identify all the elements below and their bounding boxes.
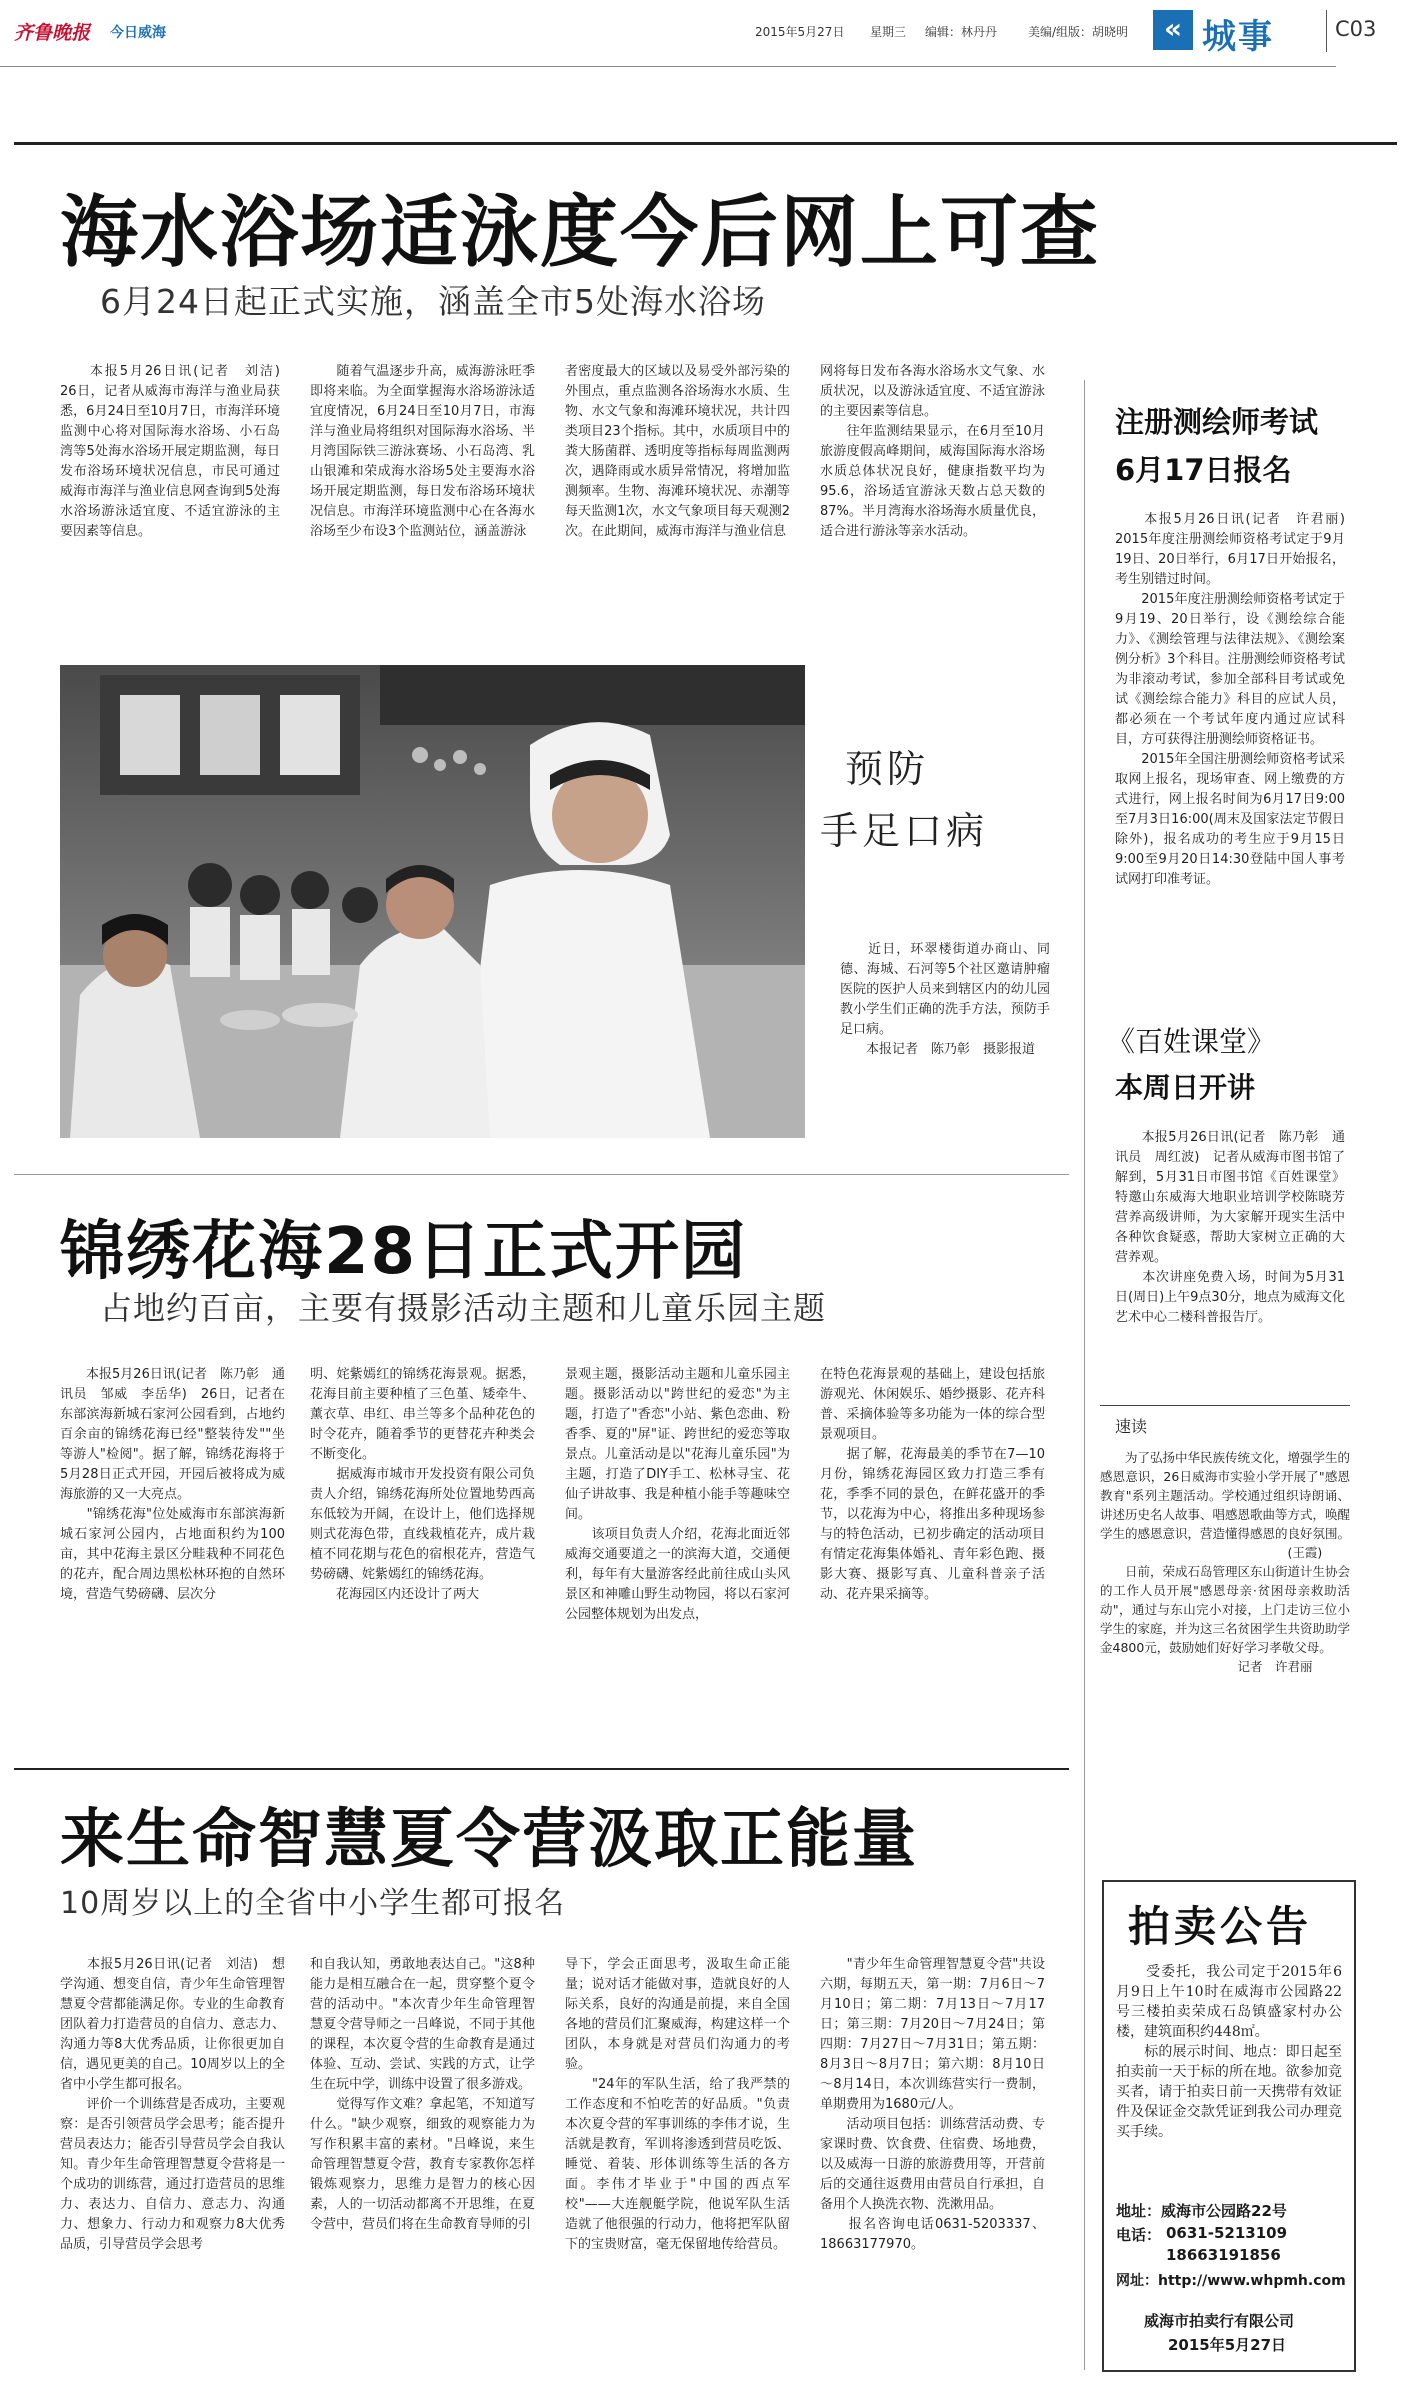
lecture-body: 本报5月26日讯(记者 陈乃彰 通讯员 周红波) 记者从威海市图书馆了解到，5月31日市图书馆《百姓课堂》特邀山东威海大地职业培训学校陈晓芳营养高级讲师，为大家解开现实生活中各种饮食疑惑，帮助大家树立正确的大营养观。 本次讲座免费入场，时间为5月31日(周日)上午9点30分，地点为威海文化艺术中心二楼科普报告厅。 — [1115, 1130, 1345, 1325]
photo-caption: 近日，环翠楼街道办商山、同德、海城、石河等5个社区邀请肿瘤医院的医护人员来到辖区内的幼儿园教小学生们正确的洗手方法，预防手足口病。 本报记者 陈乃彰 摄影报道 — [840, 942, 1050, 1057]
section-name: 城事 — [1202, 17, 1274, 57]
page-header — [0, 0, 1409, 80]
article3-headline: 来生命智慧夏令营汲取正能量 — [60, 1803, 918, 1877]
brief-top-rule — [1100, 1405, 1350, 1406]
article1-headline: 海水浴场适泳度今后网上可查 — [60, 188, 1101, 278]
article2-col2: 明、姹紫嫣红的锦绣花海景观。据悉，花海目前主要种植了三色堇、矮牵牛、薰衣草、串红、串兰等多个品种花色的时令花卉，随着季节的更替花卉种类会不断变化。 据威海市城市开发投资有限公司负责人介绍，锦绣花海所处位置地势西高东低较为开阔，在设计上，他们选择规则式花海色带，直线栽植花卉，成片栽植不同花期与花色的宿根花卉，营造气势磅礴、姹紫嫣红的锦绣花海。 花海园区内还设计了两大 — [310, 1367, 535, 1602]
article2-top-rule — [14, 1174, 1069, 1175]
article3-col3: 导下，学会正面思考，汲取生命正能量；说对话才能做对事，造就良好的人际关系，良好的沟通是前提，来自全国各地的营员们汇聚威海，构建这样一个团队，本身就是对营员们沟通力的考验。 "24年的军队生活，给了我严禁的工作态度和不怕吃苦的好品质。"负责本次夏令营的军事训练的李伟才说，生活就是教育，军训将渗透到营员吃饭、睡觉、着装、形体训练等生活的各方面。李伟才毕业于"中国的西点军校"——大连舰艇学院，他说军队生活造就了他很强的行动力，他将把军队留下的宝贵财富，毫无保留地传给营员。 — [565, 1957, 790, 2252]
survey-body: 本报5月26日讯(记者 许君丽) 2015年度注册测绘师资格考试定于9月19日、20日举行，6月17日开始报名，考生别错过时间。 2015年度注册测绘师资格考试定于9月19、20日举行，设《测绘综合能力》、《测绘管理与法律法规》、《测绘案例分析》3个科目。注册测绘师资格考试为非滚动考试，参加全部科目考试或免试《测绘综合能力》科目的应试人员，都必须在一个考试年度内通过应试科目，方可获得注册测绘师资格证书。 2015年全国注册测绘师资格考试采取网上报名，现场审查、网上缴费的方式进行，网上报名时间为6月17日9:00至7月3日16:00(周末及国家法定节假日除外)，报名成功的考生应于9月15日9:00至9月20日14:30登陆中国人事考试网打印准考证。 — [1115, 512, 1345, 887]
article2-col4: 在特色花海景观的基础上，建设包括旅游观光、休闲娱乐、婚纱摄影、花卉科普、采摘体验等多功能为一体的综合型景观项目。 据了解，花海最美的季节在7—10月份，锦绣花海园区致力打造三季有花，季季不同的景色，在鲜花盛开的季节，以花海为中心，将推出多种现场参与的特色活动，已初步确定的活动项目有情定花海集体婚礼、青年彩色跑、摄影大赛、摄影写真、儿童科普亲子活动、花卉果采摘等。 — [820, 1367, 1045, 1602]
auction-phone1: 0631-5213109 — [1166, 2224, 1288, 2242]
article3-top-rule — [14, 1768, 1069, 1770]
article2-headline: 锦绣花海28日正式开园 — [60, 1215, 748, 1289]
auction-phone-label: 电话： — [1116, 2226, 1162, 2244]
top-rule — [14, 142, 1397, 145]
lecture-title-line2: 本周日开讲 — [1115, 1071, 1256, 1104]
article1-col1: 本报5月26日讯(记者 刘洁) 26日，记者从威海市海洋与渔业局获悉，6月24日至10月7日，市海洋环境监测中心将对国际海水浴场、小石岛湾等5处海水浴场开展定期监测，每日发布浴场环境状况信息，市民可通过威海市海洋与渔业信息网查询到5处海水浴场游泳适宜度、不适宜游泳的主要因素等信息。 — [60, 364, 294, 539]
article1-subheadline: 6月24日起正式实施，涵盖全市5处海水浴场 — [100, 282, 766, 321]
lecture-title-line1: 《百姓课堂》 — [1107, 1025, 1276, 1058]
newspaper-logo: 齐鲁晚报 — [14, 22, 91, 44]
photo-illustration — [60, 665, 805, 1138]
sidebar-divider — [1084, 380, 1085, 2370]
auction-notice — [1102, 1880, 1356, 2372]
article1-col4: 网将每日发布各海水浴场水文气象、水质状况，以及游泳适宜度、不适宜游泳的主要因素等信息。 往年监测结果显示，在6月至10月旅游度假高峰期间，威海国际海水浴场水质总体状况良好，健康指数平均为95.6，浴场适宜游泳天数占总天数的87%。半月湾海水浴场海水质量优良，适合进行游泳等亲水活动。 — [820, 364, 1045, 539]
edition-name: 今日威海 — [110, 25, 166, 41]
article3-col1: 本报5月26日讯(记者 刘洁) 想学沟通、想变自信，青少年生命管理智慧夏令营都能满足你。专业的生命教育团队着力打造营员的自信力、意志力、沟通力等8大优秀品质，让你很更加自信，遇见更美的自己。10周岁以上的全省中小学生都可报名。 评价一个训练营是否成功，主要观察：是否引领营员学会思考；能否提升营员表达力；能否引导营员学会自我认知。青少年生命管理智慧夏令营将是一个成功的训练营，通过打造营员的思维力、表达力、自信力、意志力、沟通力、想象力、行动力和观察力8大优秀品质，引导营员学会思考 — [60, 1957, 285, 2252]
auction-phone2: 18663191856 — [1166, 2246, 1281, 2264]
brief-body: 为了弘扬中华民族传统文化，增强学生的感恩意识，26日威海市实验小学开展了"感恩教育"系列主题活动。学校通过组织诗朗诵、讲述历史名人故事、唱感恩歌曲等方式，唤醒学生的感恩意识，营造懂得感恩的良好氛围。 (王霞) 日前，荣成石岛管理区东山街道计生协会的工作人员开展"感恩母亲·贫困母亲救助活动"，通过与东山完小对接，上门走访三位小学生的家庭，并为这三名贫困学生共资助助学金4800元，鼓励她们好好学习孝敬父母。 记者 许君丽 — [1100, 1450, 1351, 1674]
chevron-left-icon: « — [1153, 10, 1193, 50]
survey-title-line2: 6月17日报名 — [1115, 453, 1292, 487]
designer-credit: 美编/组版：胡晓明 — [1028, 25, 1129, 39]
page-number: C03 — [1335, 17, 1377, 41]
editor-credit: 编辑：林丹丹 — [925, 25, 998, 39]
auction-company: 威海市拍卖行有限公司 — [1144, 2312, 1295, 2330]
article1-col3: 者密度最大的区域以及易受外部污染的外围点，重点监测各浴场海水水质、生物、水文气象和海滩环境状况，共计四类项目23个指标。其中，水质项目中的粪大肠菌群、透明度等指标每周监测两次，遇降雨或水质异常情况，将增加监测频率。生物、海滩环境状况、赤潮等每天监测1次，水文气象项目每天观测2次。在此期间，威海市海洋与渔业信息 — [565, 364, 790, 539]
auction-address: 地址：威海市公园路22号 — [1116, 2202, 1287, 2220]
survey-title-line1: 注册测绘师考试 — [1115, 405, 1319, 439]
auction-date: 2015年5月27日 — [1168, 2336, 1287, 2354]
photo-title-line2: 手足口病 — [820, 809, 989, 853]
article2-subheadline: 占地约百亩，主要有摄影活动主题和儿童乐园主题 — [100, 1289, 827, 1327]
issue-weekday: 星期三 — [870, 25, 907, 39]
article3-subheadline: 10周岁以上的全省中小学生都可报名 — [60, 1886, 566, 1921]
article2-col3: 景观主题，摄影活动主题和儿童乐园主题。摄影活动以"跨世纪的爱恋"为主题，打造了"香恋"小站、紫色恋曲、粉香季、夏的"屏"证、跨世纪的爱恋等取景点。儿童活动是以"花海儿童乐园"为主题，打造了DIY手工、松林寻宝、花仙子讲故事、我是种植小能手等趣味空间。 该项目负责人介绍，花海北面近邻威海交通要道之一的滨海大道，交通便利，每年有大量游客经此前往成山头风景区和神雕山野生动物园，将以石家河公园整体规划为出发点， — [565, 1367, 790, 1622]
news-photo — [60, 665, 805, 1138]
auction-body: 受委托，我公司定于2015年6月9日上午10时在威海市公园路22号三楼拍卖荣成石岛镇盛家村办公楼，建筑面积约448㎡。 标的展示时间、地点：即日起至拍卖前一天于标的所在地。欲参加竞买者，请于拍卖日前一天携带有效证件及保证金交款凭证到我公司办理竞买手续。 — [1116, 1964, 1342, 2140]
article3-col2: 和自我认知，勇敢地表达自己。"这8种能力是相互融合在一起，贯穿整个夏令营的活动中。"本次青少年生命管理智慧夏令营导师之一吕峰说，不同于其他的课程，本次夏令营的生命教育是通过体验、互动、尝试、实践的方式，让学生在玩中学，训练中设置了很多游戏。 觉得写作文难？拿起笔，不知道写什么。"缺少观察，细致的观察能力为写作积累丰富的素材。"吕峰说，来生命管理智慧夏令营，教育专家教你怎样锻炼观察力，思维力是智力的核心因素，人的一切活动都离不开思维，在夏令营中，营员们将在生命教育导师的引 — [310, 1957, 535, 2232]
issue-date: 2015年5月27日 — [755, 25, 845, 39]
photo-title-line1: 预防 — [845, 747, 930, 791]
header-divider — [1326, 10, 1327, 52]
article1-col2: 随着气温逐步升高，威海游泳旺季即将来临。为全面掌握海水浴场游泳适宜度情况，6月24日至10月7日，市海洋与渔业局将组织对国际海水浴场、半月湾国际铁三游泳赛场、小石岛湾、乳山银滩和荣成海水浴场5处主要海水浴场开展定期监测，每日发布浴场环境状况信息。市海洋环境监测中心在各海水浴场至少布设3个监测站位，涵盖游泳 — [310, 364, 535, 539]
auction-title: 拍卖公告 — [1128, 1902, 1313, 1951]
brief-label: 速读 — [1115, 1417, 1148, 1436]
header-rule — [0, 66, 1336, 67]
auction-website: 网址：http://www.whpmh.com — [1116, 2273, 1346, 2289]
article2-col1: 本报5月26日讯(记者 陈乃彰 通讯员 邹威 李岳华) 26日，记者在东部滨海新城石家河公园看到，占地约百余亩的锦绣花海已经"整装待发""坐等游人"检阅"。据了解，锦绣花海将于5月28日正式开园，开园后被将成为威海旅游的又一大亮点。 "锦绣花海"位处威海市东部滨海新城石家河公园内，占地面积约为100亩，其中花海主景区分畦栽种不同花色的花卉，配合周边黑松林环抱的自然环境，营造气势磅礴、层次分 — [60, 1367, 285, 1602]
article3-col4: "青少年生命管理智慧夏令营"共设六期，每期五天，第一期：7月6日～7月10日；第二期：7月13日～7月17日；第三期：7月20日～7月24日；第四期：7月27日～7月31日；第五期：8月3日～8月7日；第六期：8月10日～8月14日，本次训练营实行一费制，单期费用为1680元/人。 活动项目包括：训练营活动费、专家课时费、饮食费、住宿费、场地费，以及威海一日游的旅游费用等，开营前后的交通往返费用由营员自行承担，自备用个人换洗衣物、洗漱用品。 报名咨询电话0631-5203337、18663177970。 — [820, 1957, 1045, 2252]
